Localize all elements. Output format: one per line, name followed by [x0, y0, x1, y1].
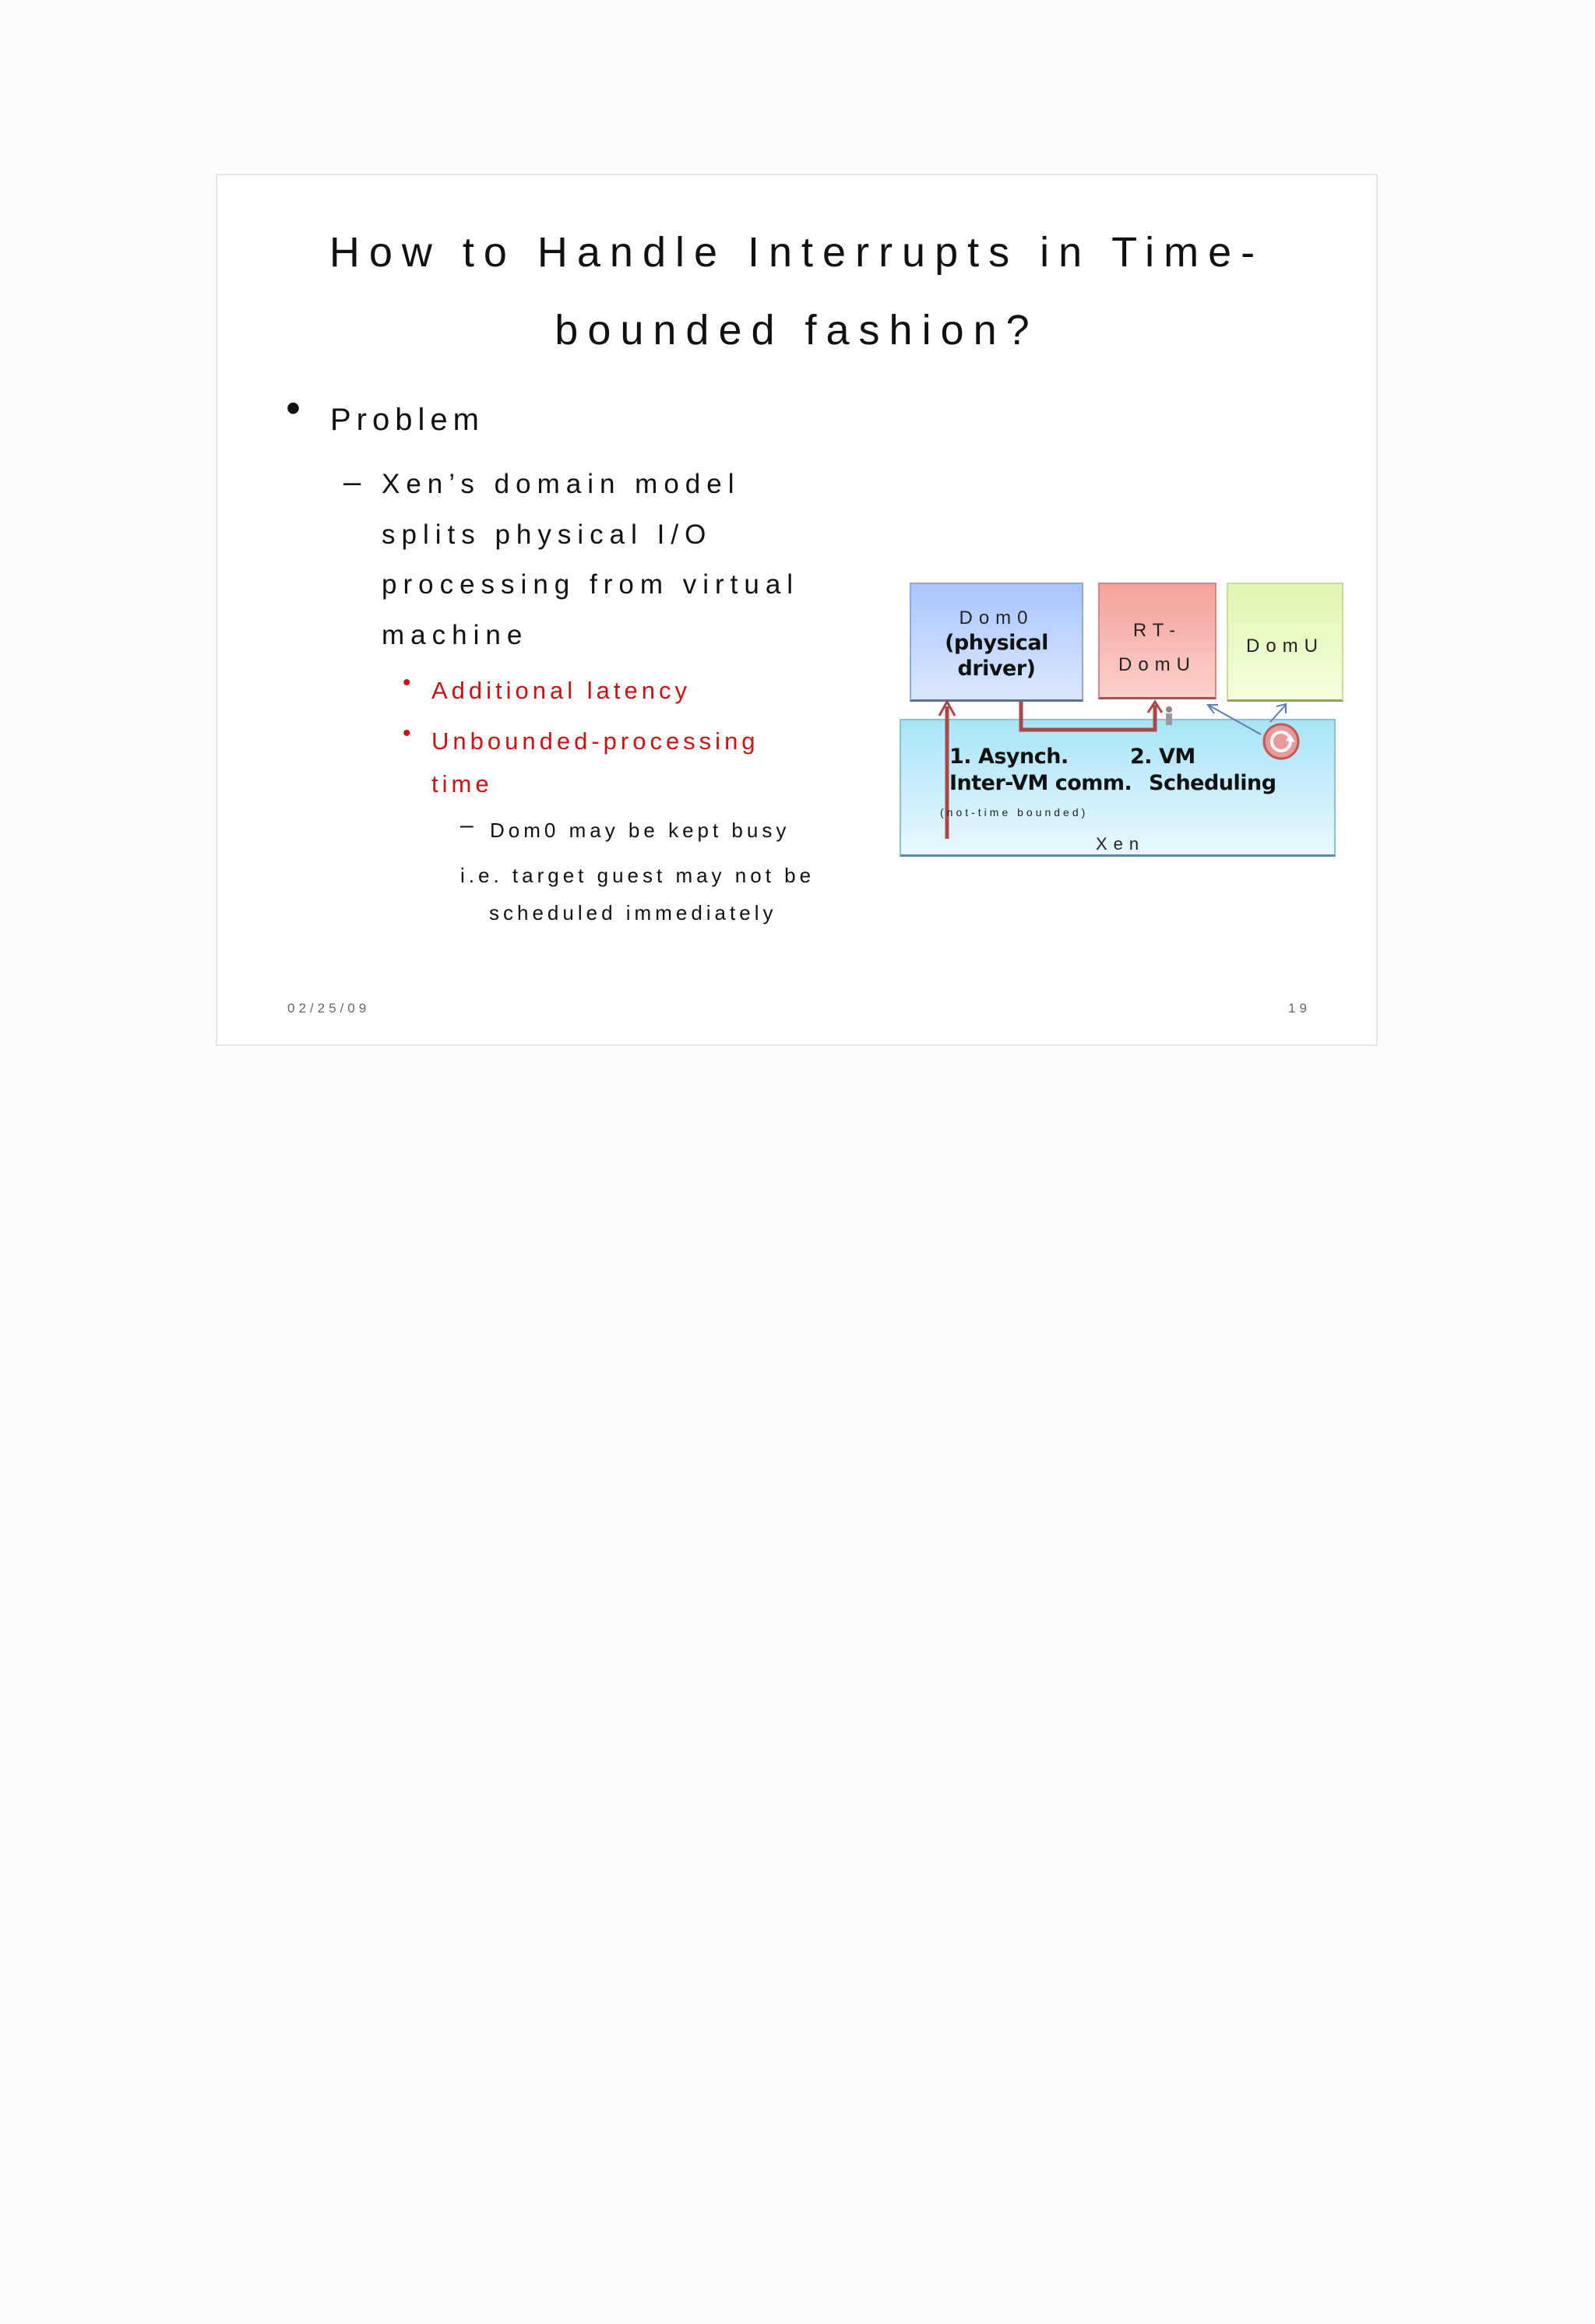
sub-line-1: Xen’s domain model	[382, 469, 741, 499]
rt-domu-label-line1: RT-	[1132, 620, 1182, 641]
bullet-dot: •	[286, 385, 301, 431]
xen-label: Xen	[1096, 834, 1146, 854]
slide-title-line2: bounded fashion?	[555, 307, 1039, 354]
red-bullet-additional-latency: Additional latency	[431, 677, 691, 704]
footer-page-number: 19	[1288, 1001, 1311, 1016]
red-bullet-unbounded-line1: Unbounded-processing	[431, 727, 759, 755]
slide	[216, 174, 1378, 1046]
label-vm-line1: 2. VM	[1130, 745, 1195, 769]
footer-date: 02/25/09	[287, 1001, 371, 1016]
dash-1: –	[343, 465, 368, 499]
sub2-line-2: i.e. target guest may not be	[460, 864, 815, 887]
sub2-line-3: scheduled immediately	[489, 901, 777, 924]
dom0-driver: driver)	[957, 657, 1036, 681]
red-bullet-unbounded-line2: time	[431, 770, 493, 798]
slide-title-line1: How to Handle Interrupts in Time-	[329, 229, 1265, 276]
dash-2: –	[460, 812, 477, 838]
sub-line-3: processing from virtual	[382, 569, 800, 600]
label-async-note: (not-time bounded)	[940, 806, 1089, 819]
red-bullet-dot-2: •	[403, 720, 411, 746]
small-person-icon	[1166, 706, 1172, 725]
label-async-line2: Inter-VM comm.	[949, 771, 1132, 795]
label-async-line1: 1. Asynch.	[949, 745, 1069, 769]
refresh-cycle-icon	[1264, 724, 1298, 759]
domu-label: DomU	[1245, 636, 1324, 657]
label-vm-line2: Scheduling	[1149, 771, 1276, 795]
dom0-label: Dom0	[959, 607, 1034, 629]
sub2-line-1: Dom0 may be kept busy	[490, 819, 790, 842]
diagram-arrows	[217, 175, 1379, 1048]
sub-line-2: splits physical I/O	[382, 519, 713, 550]
dom0-physical: (physical	[945, 631, 1048, 655]
inter-vm-arrow	[1021, 702, 1162, 730]
sub-line-4: machine	[382, 620, 529, 650]
bullet-problem: Problem	[330, 403, 484, 437]
rt-domu-label-line2: DomU	[1118, 654, 1196, 675]
red-bullet-dot-1: •	[403, 670, 411, 695]
